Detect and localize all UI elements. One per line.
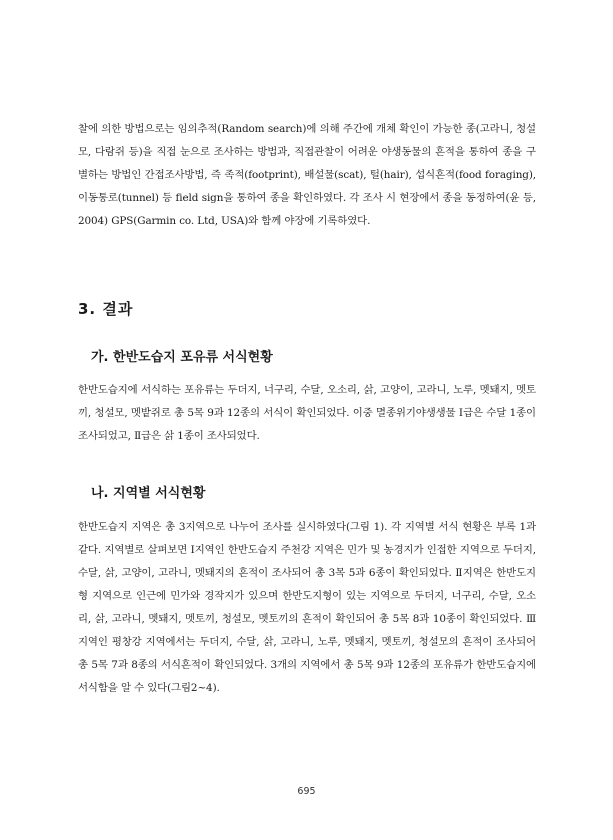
subsection-heading-mammal-status: 가. 한반도습지 포유류 서식현황 [91, 350, 273, 365]
section-heading-results: 3. 결과 [78, 300, 134, 318]
intro-paragraph: 찰에 의한 방법으로는 임의추적(Random search)에 의해 주간에 개체 확인이 가능한 종(고라니, 청설모, 다람쥐 등)을 직접 눈으로 조사하는 방법과, 직접관찰이 어려운 야생동물의 흔적을 통하여 종을 구별하는 방법인 간접조사방법, 즉 족적(footprint), 배설물(scat), 털(hair), 섭식흔적(food foraging), 이동통로(tunnel) 등 field sign을 통하여 종을 확인하였다. 각 조사 시 현장에서 종을 동정하여(윤 등, 2004) GPS(Garmin co. Ltd, USA)와 함께 야장에 기록하였다. [78, 123, 536, 227]
page-number: 695 [297, 786, 316, 797]
subsection-paragraph-mammal-status: 한반도습지에 서식하는 포유류는 두더지, 너구리, 수달, 오소리, 삵, 고양이, 고라니, 노루, 멧돼지, 멧토끼, 청설모, 멧밭쥐로 총 5목 9과 12종의 서식이 확인되었다. 이중 멸종위기야생생물 Ⅰ급은 수달 1종이 조사되었고, Ⅱ급은 삵 1종이 조사되었다. [78, 384, 536, 442]
subsection-heading-regional-status: 나. 지역별 서식현황 [91, 486, 206, 501]
subsection-paragraph-regional-status: 한반도습지 지역은 총 3지역으로 나누어 조사를 실시하였다(그림 1). 각 지역별 서식 현황은 부록 1과 같다. 지역별로 살펴보면 Ⅰ지역인 한반도습지 주천강 지역은 민가 및 농경지가 인접한 지역으로 두더지, 수달, 삵, 고양이, 고라니, 멧돼지의 흔적이 조사되어 총 3목 5과 6종이 확인되었다. Ⅱ지역은 한반도지형 지역으로 인근에 민가와 경작지가 있으며 한반도지형이 있는 지역으로 두더지, 너구리, 수달, 오소리, 삵, 고라니, 멧돼지, 멧토끼, 청설모, 멧토끼의 흔적이 확인되어 총 5목 8과 10종이 확인되었다. Ⅲ지역인 평창강 지역에서는 두더지, 수달, 삵, 고라니, 노루, 멧돼지, 멧토끼, 청설모의 흔적이 조사되어 총 5목 7과 8종의 서식흔적이 확인되었다. 3개의 지역에서 총 5목 9과 12종의 포유류가 한반도습지에 서식함을 알 수 있다(그림2~4). [78, 521, 536, 694]
